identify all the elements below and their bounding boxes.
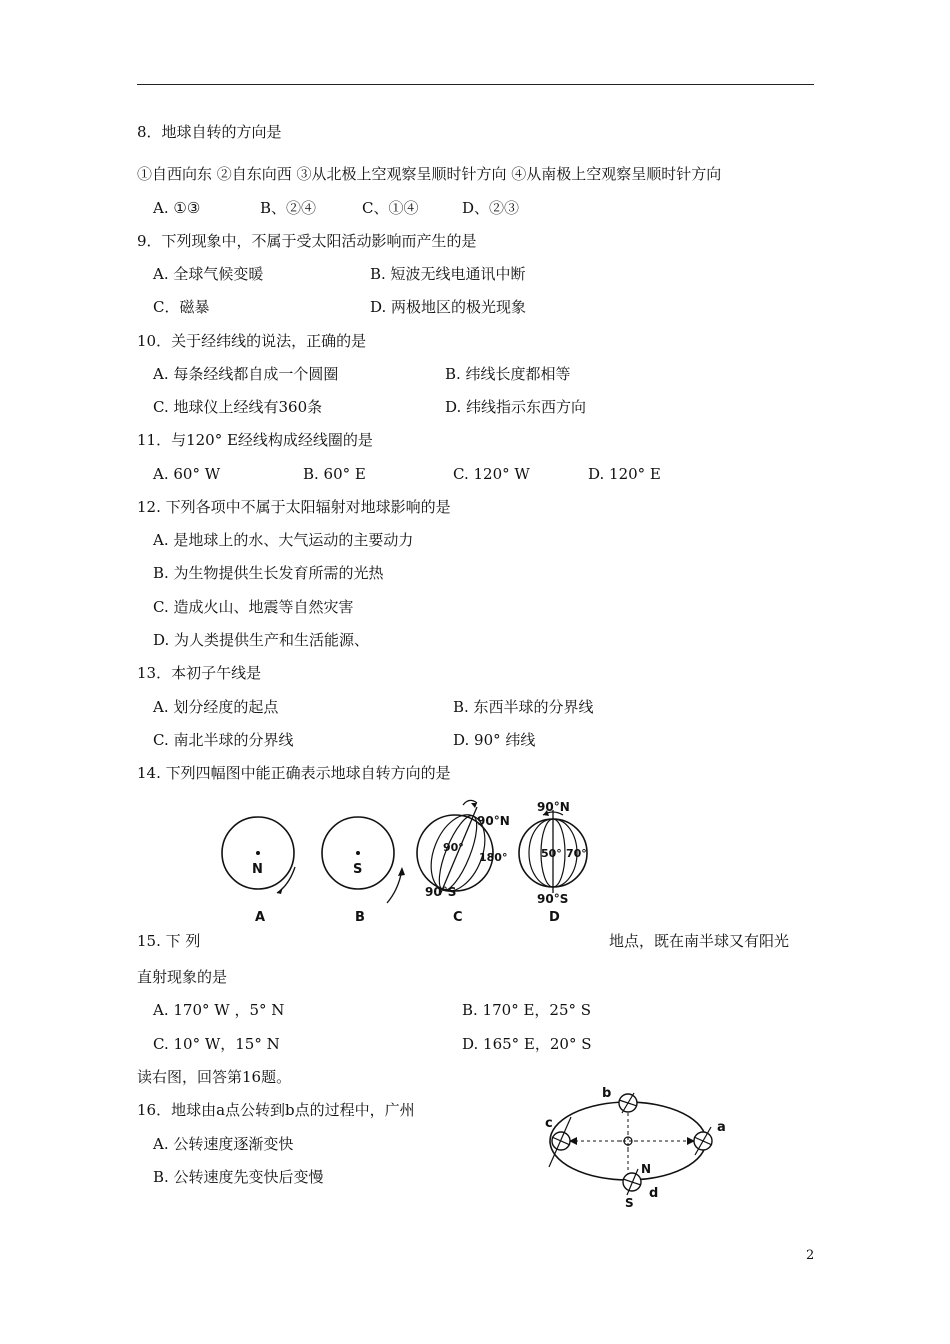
earth-orbit-figure	[535, 1085, 735, 1210]
q15-option-d: D. 165° E，20° S	[462, 1035, 592, 1053]
q10-option-c: C. 地球仪上经线有360条	[153, 398, 323, 416]
label-c-mid: 90°	[443, 841, 464, 854]
header-rule	[137, 84, 814, 85]
earth-rotation-figure	[215, 795, 595, 925]
q10-option-b: B. 纬线长度都相等	[445, 365, 571, 383]
label-c-bottom: 90°S	[425, 885, 457, 899]
label-c-top: 90°N	[477, 814, 510, 828]
q15-option-a: A. 170° W ，5° N	[153, 1001, 285, 1019]
q15-stem-cont: 直射现象的是	[137, 968, 228, 986]
q11-option-c: C. 120° W	[453, 465, 530, 483]
q12-option-a: A. 是地球上的水、大气运动的主要动力	[153, 531, 414, 549]
q16-stem: 16．地球由a点公转到b点的过程中，广州	[137, 1101, 415, 1119]
q13-option-d: D. 90° 纬线	[453, 731, 536, 749]
pole-dot-b	[356, 851, 360, 855]
orbit-label-s: S	[625, 1196, 634, 1210]
q12-option-b: B. 为生物提供生长发育所需的光热	[153, 564, 384, 582]
q8-items: ①自西向东 ②自东向西 ③从北极上空观察呈顺时针方向 ④从南极上空观察呈顺时针方向	[137, 165, 722, 183]
q8-stem: 8．地球自转的方向是	[137, 123, 282, 141]
orbit-label-c: c	[545, 1116, 553, 1131]
arrowhead-a	[277, 887, 283, 894]
q15-stem-left: 15. 下 列	[137, 932, 201, 950]
label-d-left: 50°	[541, 847, 562, 860]
q12-stem: 12. 下列各项中不属于太阳辐射对地球影响的是	[137, 498, 451, 516]
orbit-label-b: b	[602, 1086, 612, 1101]
q10-stem: 10．关于经纬线的说法，正确的是	[137, 332, 367, 350]
arrowhead-c	[471, 803, 477, 808]
q11-stem: 11．与120° E经线构成经线圈的是	[137, 431, 373, 449]
q12-option-d: D. 为人类提供生产和生活能源、	[153, 631, 370, 649]
figure-label-a: A	[255, 910, 266, 925]
label-d-top: 90°N	[537, 800, 570, 814]
orbit-label-n: N	[641, 1162, 652, 1176]
q11-option-b: B. 60° E	[303, 465, 366, 483]
figure-label-b: B	[355, 910, 365, 925]
q11-option-d: D. 120° E	[588, 465, 661, 483]
figure-label-d: D	[549, 910, 560, 925]
orbit-label-a: a	[717, 1120, 726, 1135]
q9-option-b: B. 短波无线电通讯中断	[370, 265, 526, 283]
q15-stem-right: 地点，既在南半球又有阳光	[609, 932, 790, 950]
figure-label-c: C	[453, 910, 463, 925]
q9-option-d: D. 两极地区的极光现象	[370, 298, 527, 316]
q8-option-c: C、①④	[362, 199, 419, 217]
page-number: 2	[806, 1248, 815, 1263]
q10-option-d: D. 纬线指示东西方向	[445, 398, 587, 416]
q9-option-a: A. 全球气候变暖	[153, 265, 264, 283]
pole-label-b: S	[353, 862, 363, 877]
read-note: 读右图，回答第16题。	[137, 1068, 292, 1086]
q13-stem: 13．本初子午线是	[137, 664, 262, 682]
q9-option-c: C．磁暴	[153, 298, 210, 316]
q8-option-d: D、②③	[462, 199, 520, 217]
q16-option-b: B. 公转速度先变快后变慢	[153, 1168, 324, 1186]
arrowhead-b	[398, 867, 405, 876]
q15-option-c: C. 10° W，15° N	[153, 1035, 280, 1053]
q11-option-a: A. 60° W	[153, 465, 221, 483]
q9-stem: 9．下列现象中，不属于受太阳活动影响而产生的是	[137, 232, 477, 250]
q14-stem: 14. 下列四幅图中能正确表示地球自转方向的是	[137, 764, 451, 782]
q15-option-b: B. 170° E，25° S	[462, 1001, 592, 1019]
pole-dot-a	[256, 851, 260, 855]
q16-option-a: A. 公转速度逐渐变快	[153, 1135, 294, 1153]
orbit-label-d: d	[649, 1186, 659, 1201]
q13-option-b: B. 东西半球的分界线	[453, 698, 594, 716]
q8-option-b: B、②④	[260, 199, 317, 217]
label-d-bottom: 90°S	[537, 892, 569, 906]
q12-option-c: C. 造成火山、地震等自然灾害	[153, 598, 354, 616]
pole-label-a: N	[252, 862, 263, 877]
q13-option-a: A. 划分经度的起点	[153, 698, 279, 716]
q13-option-c: C. 南北半球的分界线	[153, 731, 294, 749]
label-c-right: 180°	[479, 851, 508, 864]
q8-option-a: A. ①③	[153, 199, 201, 217]
label-d-right: 70°	[566, 847, 587, 860]
rotation-arrow-a	[277, 867, 295, 893]
q10-option-a: A. 每条经线都自成一个圆圈	[153, 365, 339, 383]
